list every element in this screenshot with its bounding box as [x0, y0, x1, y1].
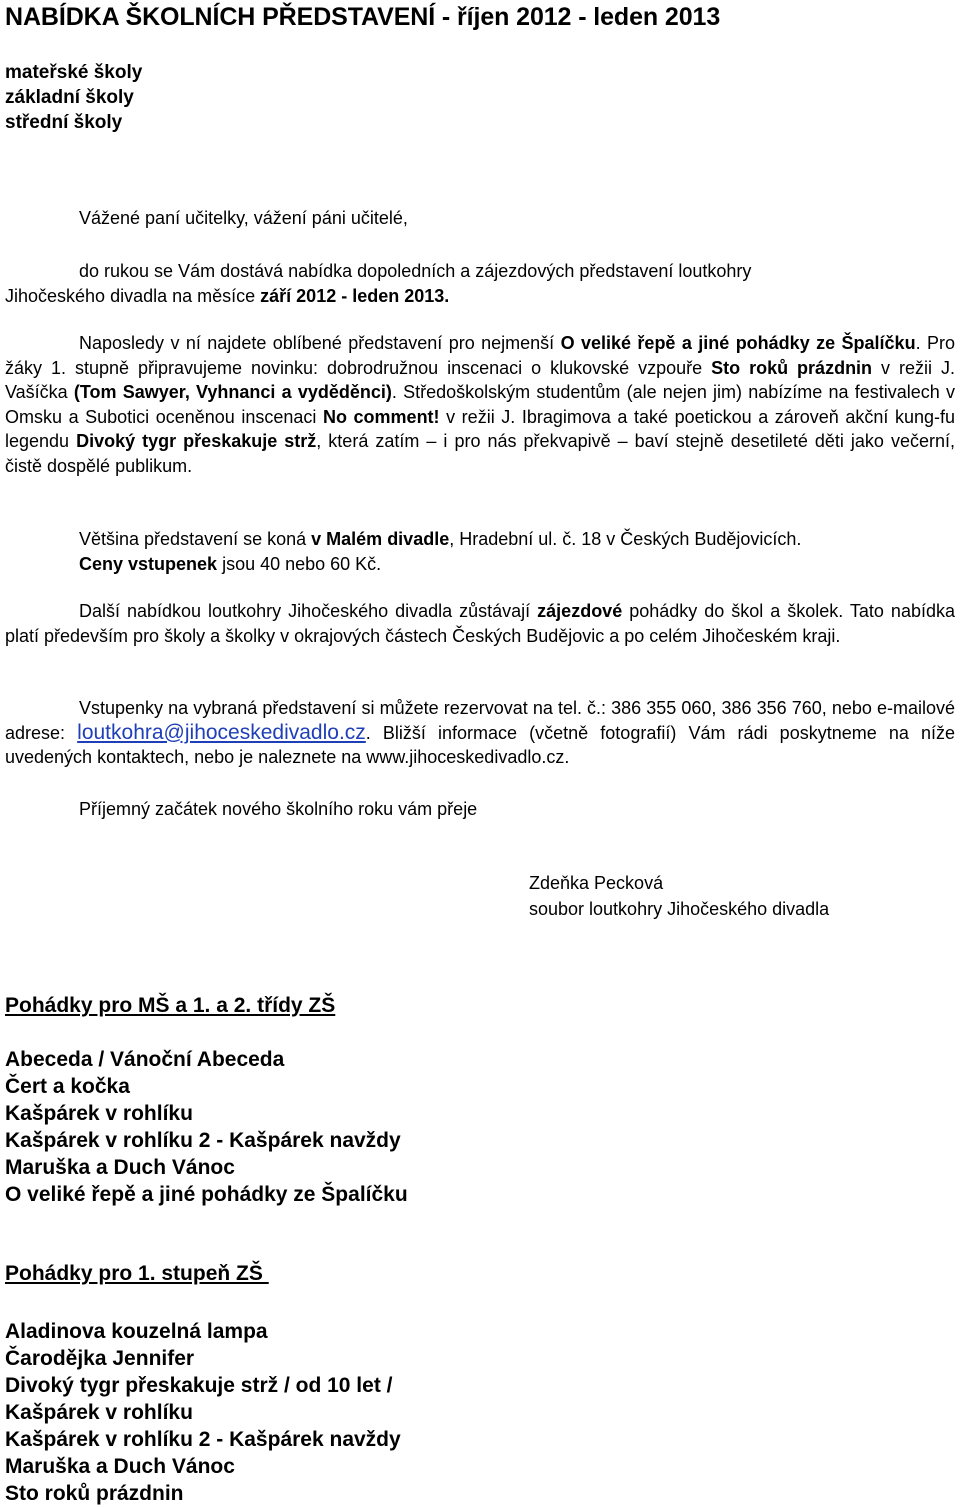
- list-item: Abeceda / Vánoční Abeceda: [5, 1048, 285, 1071]
- list-item: Kašpárek v rohlíku 2 - Kašpárek navždy: [5, 1428, 401, 1451]
- list-item: Kašpárek v rohlíku: [5, 1401, 193, 1424]
- signature-name: Zdeňka Pecková: [529, 873, 664, 893]
- list-item: O veliké řepě a jiné pohádky ze Špalíčku: [5, 1183, 408, 1206]
- list-item: Kašpárek v rohlíku 2 - Kašpárek navždy: [5, 1129, 401, 1152]
- school-type: mateřské školy: [5, 62, 143, 83]
- show-list-ms: [5, 1046, 408, 1208]
- closing-line: Příjemný začátek nového školního roku vám přeje: [79, 799, 478, 819]
- school-type: střední školy: [5, 112, 123, 133]
- list-item: Čarodějka Jennifer: [5, 1347, 195, 1370]
- paragraph-contact: Vstupenky na vybraná představení si můžete rezervovat na tel. č.: 386 355 060, 386 356 760, nebo e-mailové adrese: loutkohra@jihoceskedivadlo.cz. Bližší informace (včetně fotografií) Vám rádi poskytneme na níže uvedených kontaktech, nebo je naleznete na www.jihoceskedivadlo.cz.: [5, 698, 955, 767]
- paragraph-tours: Další nabídkou loutkohry Jihočeského divadla zůstávají zájezdové pohádky do škol a školek. Tato nabídka platí především pro školy a školky v okrajových částech Českých Budějovic a po celém Jihočeském kraji.: [5, 601, 955, 646]
- greeting: Vážené paní učitelky, vážení páni učitelé,: [79, 208, 408, 228]
- list-item: Kašpárek v rohlíku: [5, 1102, 193, 1125]
- list-item: Maruška a Duch Vánoc: [5, 1455, 235, 1478]
- signature: [529, 870, 829, 922]
- list-item: Maruška a Duch Vánoc: [5, 1156, 235, 1179]
- school-type: základní školy: [5, 87, 134, 108]
- section-title-zs: Pohádky pro 1. stupeň ZŠ: [5, 1262, 269, 1285]
- paragraph-program: Naposledy v ní najdete oblíbené představení pro nejmenší O veliké řepě a jiné pohádky ze Špalíčku. Pro žáky 1. stupně připravujeme novinku: dobrodružnou inscenaci o klukovské vzpouře Sto roků prázdnin v režii J. Vašíčka (Tom Sawyer, Vyhnanci a vyděděnci). Středoškolským studentům (ale nejen jim) nabízíme na festivalech v Omsku a Subotici oceněnou inscenaci No comment! v režii J. Ibragimova a také poetickou a zároveň akční kung-fu legendu Divoký tygr přeskakuje strž, která zatím – i pro nás překvapivě – baví stejně desetileté děti jako večerní, čistě dospělé publikum.: [5, 333, 955, 476]
- signature-role: soubor loutkohry Jihočeského divadla: [529, 899, 830, 919]
- list-item: Divoký tygr přeskakuje strž / od 10 let /: [5, 1374, 393, 1397]
- intro-paragraph: do rukou se Vám dostává nabídka dopoledních a zájezdových představení loutkohry Jihočeského divadla na měsíce září 2012 - leden 2013.: [5, 261, 752, 306]
- list-item: Aladinova kouzelná lampa: [5, 1320, 268, 1343]
- list-item: Čert a kočka: [5, 1075, 130, 1098]
- paragraph-venue: Většina představení se koná v Malém divadle, Hradební ul. č. 18 v Českých Budějovicích. Ceny vstupenek jsou 40 nebo 60 Kč.: [79, 529, 802, 574]
- section-title-ms: Pohádky pro MŠ a 1. a 2. třídy ZŠ: [5, 994, 336, 1017]
- show-list-zs: [5, 1318, 401, 1507]
- school-types: [5, 60, 142, 135]
- list-item: Sto roků prázdnin: [5, 1482, 184, 1505]
- email-link[interactable]: loutkohra@jihoceskedivadlo.cz: [77, 720, 366, 744]
- page-title: NABÍDKA ŠKOLNÍCH PŘEDSTAVENÍ - říjen 2012 - leden 2013: [5, 3, 721, 31]
